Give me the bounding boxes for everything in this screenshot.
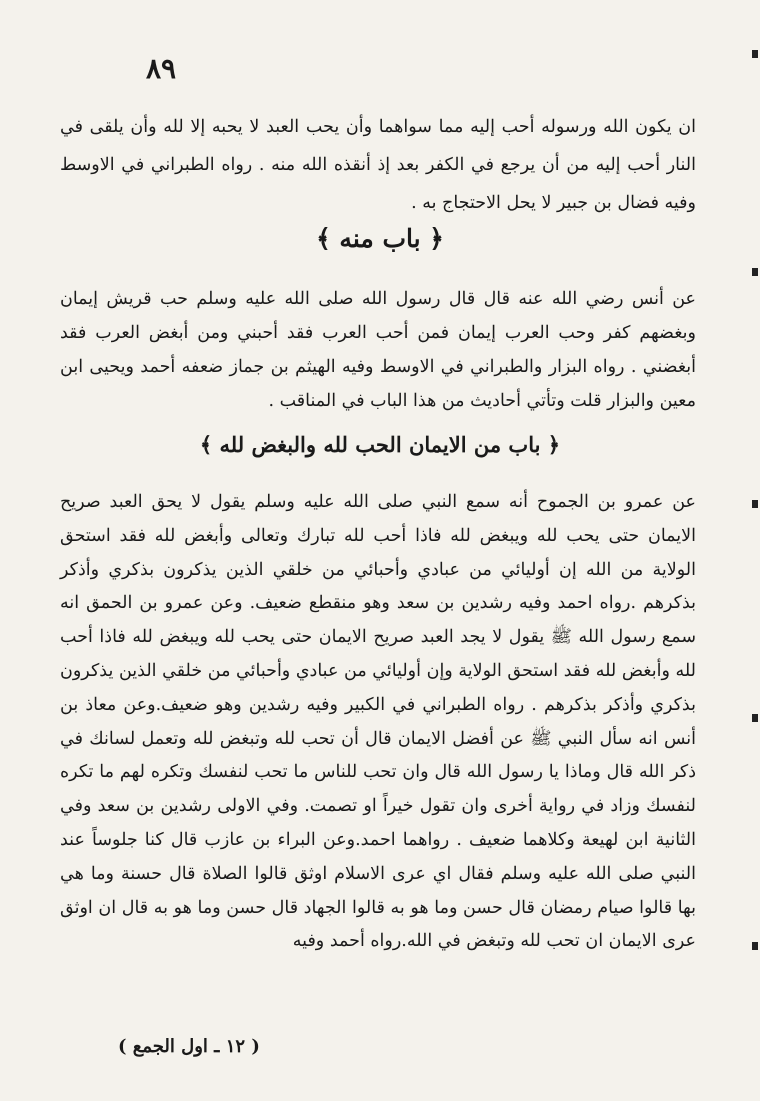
- edge-mark: [752, 942, 758, 950]
- edge-mark: [752, 50, 758, 58]
- edge-mark: [752, 714, 758, 722]
- paragraph-3-text: عن عمرو بن الجموح أنه سمع النبي صلى الله عليه وسلم يقول لا يحق العبد صريح الايمان حتى يحب لله ويبغض لله فاذا أحب لله تبارك وتعالى وأبغض لله فقد استحق الولاية من الله إن أوليائي من عبادي وأحبائي من خلقي الذين يذكرون بذكري وأذكر بذكرهم .رواه احمد وفيه رشدين بن سعد وهو منقطع ضعيف. وعن عمرو بن الحمق انه سمع رسول الله ﷺ يقول لا يجد العبد صريح الايمان حتى يحب لله ويبغض لله فاذا أحب لله وأبغض لله فقد استحق الولاية وإن أوليائي من عبادي وأحبائي من خلقي الذين يذكرون بذكري وأذكر بذكرهم . رواه الطبراني في الكبير وفيه رشدين وهو ضعيف.وعن معاذ بن أنس انه سأل النبي ﷺ عن أفضل الايمان قال أن تحب لله وتبغض لله وتعمل لسانك في ذكر الله قال وماذا يا رسول الله قال وان تحب للناس ما تحب لنفسك وتكره لهم ما تكره لنفسك وزاد في رواية أخرى وان تقول خيراً او تصمت. وفي الاولى رشدين بن سعد وفي الثانية ابن لهيعة وكلاهما ضعيف . رواهما احمد.وعن البراء بن عازب قال كنا جلوساً عند النبي صلى الله عليه وسلم فقال اي عرى الاسلام اوثق قالوا الصلاة قال حسنة وما هي بها قالوا صيام رمضان قال حسن وما هو به قالوا الجهاد قال حسن وما هو به قال ان اوثق عرى الايمان ان تحب لله وتبغض في الله.رواه أحمد وفيه: [60, 492, 696, 952]
- paragraph-2-text: عن أنس رضي الله عنه قال قال رسول الله صلى الله عليه وسلم حب قريش إيمان وبغضهم كفر وحب العرب إيمان فمن أحب العرب فقد أحبني ومن أبغض العرب فقد أبغضني . رواه البزار والطبراني في الاوسط وفيه الهيثم بن جماز ضعفه أحمد ويحيى ابن معين والبزار قلت وتأتي أحاديث من هذا الباب في المناقب .: [60, 289, 696, 411]
- paragraph-1: [60, 108, 696, 222]
- footer-signature: ( ١٢ ـ اول الجمع ): [118, 1036, 260, 1057]
- paragraph-2: [60, 282, 696, 418]
- page-number: ٨٩: [146, 52, 177, 85]
- paragraph-3: [60, 486, 696, 959]
- paragraph-1-text: ان يكون الله ورسوله أحب إليه مما سواهما وأن يحب العبد لا يحبه إلا لله وأن يلقى في النار أحب إليه من أن يرجع في الكفر بعد إذ أنقذه الله منه . رواه الطبراني في الاوسط وفيه فضال بن جبير لا يحل الاحتجاج به .: [60, 117, 696, 213]
- chapter-heading-1: ﴿ باب منه ﴾: [316, 224, 444, 253]
- edge-mark: [752, 500, 758, 508]
- edge-mark: [752, 268, 758, 276]
- chapter-heading-2: ﴿ باب من الايمان الحب لله والبغض لله ﴾: [199, 432, 561, 457]
